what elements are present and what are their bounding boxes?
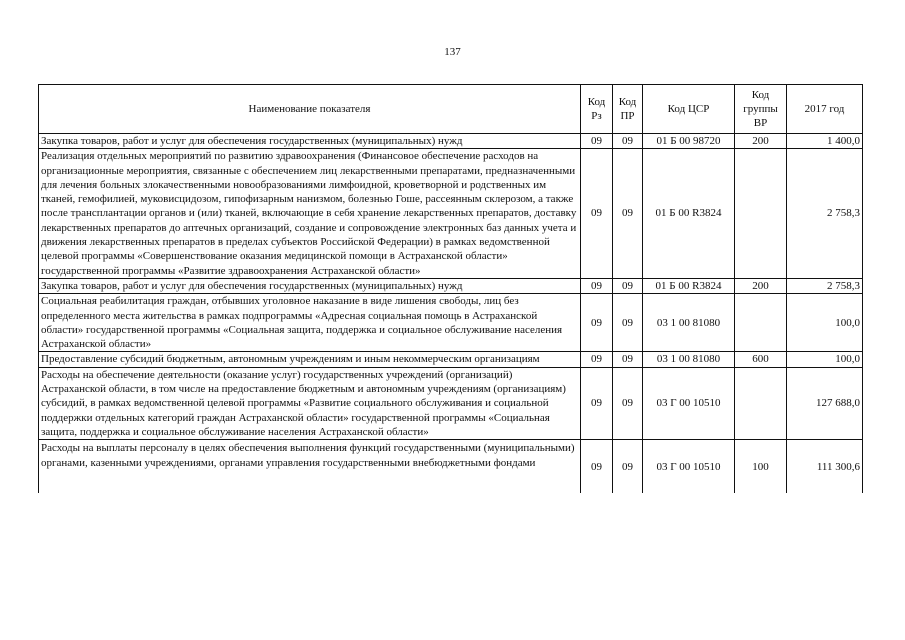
row-csr: 01 Б 00 98720 bbox=[643, 134, 735, 149]
table-row bbox=[39, 440, 863, 494]
row-name: Закупка товаров, работ и услуг для обеспечения государственных (муниципальных) нужд bbox=[39, 278, 581, 293]
row-pr: 09 bbox=[613, 367, 643, 439]
row-csr: 01 Б 00 R3824 bbox=[643, 149, 735, 279]
row-pr: 09 bbox=[613, 278, 643, 293]
row-name: Реализация отдельных мероприятий по развитию здравоохранения (Финансовое обеспечение расходов на организационные мероприятия, связанные с обеспечением лиц лекарственными препаратами, предназначенными для лечения больных злокачественными новообразованиями лимфоидной, кроветворной и родственных им тканей, гемофилией, муковисцидозом, гипофизарным нанизмом, болезнью Гоше, рассеянным склерозом, а также после трансплантации органов и (или) тканей, включающие в себя хранение лекарственных препаратов, доставку лекарственных препаратов до аптечных организаций, создание и сопровождение электронных баз данных учета и движения лекарственных препаратов в пределах субъектов Российской Федерации) в рамках ведомственной целевой программы «Совершенствование оказания медицинской помощи в Астраханской области» государственной программы «Развитие здравоохранения Астраханской области» bbox=[39, 149, 581, 279]
row-vr: 200 bbox=[735, 134, 787, 149]
row-rz: 09 bbox=[581, 278, 613, 293]
table-header-row bbox=[39, 85, 863, 134]
row-vr bbox=[735, 367, 787, 439]
table-row bbox=[39, 352, 863, 367]
row-csr: 03 Г 00 10510 bbox=[643, 440, 735, 494]
header-csr: Код ЦСР bbox=[643, 85, 735, 134]
table-row bbox=[39, 134, 863, 149]
row-pr: 09 bbox=[613, 352, 643, 367]
header-rz: Код Рз bbox=[581, 85, 613, 134]
row-name: Расходы на обеспечение деятельности (оказание услуг) государственных учреждений (организаций) Астраханской области, в том числе на предоставление бюджетным и автономным учреждениям (организациям) субсидий, в рамках ведомственной целевой программы «Развитие социального обслуживания и социальной поддержки отдельных категорий граждан Астраханской области» государственной программы «Социальная защита, поддержка и социальное обслуживание населения Астраханской области» bbox=[39, 367, 581, 439]
row-name: Закупка товаров, работ и услуг для обеспечения государственных (муниципальных) нужд bbox=[39, 134, 581, 149]
row-amount: 1 400,0 bbox=[787, 134, 863, 149]
row-csr: 03 Г 00 10510 bbox=[643, 367, 735, 439]
row-vr bbox=[735, 294, 787, 352]
row-amount: 127 688,0 bbox=[787, 367, 863, 439]
row-rz: 09 bbox=[581, 440, 613, 494]
header-name: Наименование показателя bbox=[39, 85, 581, 134]
table-row bbox=[39, 149, 863, 279]
row-pr: 09 bbox=[613, 294, 643, 352]
row-rz: 09 bbox=[581, 367, 613, 439]
row-amount: 2 758,3 bbox=[787, 149, 863, 279]
row-rz: 09 bbox=[581, 149, 613, 279]
header-year: 2017 год bbox=[787, 85, 863, 134]
row-name: Социальная реабилитация граждан, отбывших уголовное наказание в виде лишения свободы, лиц без определенного места жительства в рамках подпрограммы «Адресная социальная помощь в Астраханской области» государственной программы «Социальная защита, поддержка и социальное обслуживание населения Астраханской области» bbox=[39, 294, 581, 352]
row-vr: 100 bbox=[735, 440, 787, 494]
row-vr bbox=[735, 149, 787, 279]
row-amount: 111 300,6 bbox=[787, 440, 863, 494]
row-rz: 09 bbox=[581, 294, 613, 352]
header-vr: Код группы ВР bbox=[735, 85, 787, 134]
row-pr: 09 bbox=[613, 134, 643, 149]
row-amount: 2 758,3 bbox=[787, 278, 863, 293]
budget-table bbox=[38, 84, 863, 493]
row-rz: 09 bbox=[581, 352, 613, 367]
row-vr: 200 bbox=[735, 278, 787, 293]
row-vr: 600 bbox=[735, 352, 787, 367]
row-csr: 03 1 00 81080 bbox=[643, 294, 735, 352]
header-pr: Код ПР bbox=[613, 85, 643, 134]
row-pr: 09 bbox=[613, 440, 643, 494]
row-rz: 09 bbox=[581, 134, 613, 149]
row-name: Расходы на выплаты персоналу в целях обеспечения выполнения функций государственными (муниципальными) органами, казенными учреждениями, органами управления государственными внебюджетными фондами bbox=[39, 440, 581, 494]
table-row bbox=[39, 278, 863, 293]
row-csr: 01 Б 00 R3824 bbox=[643, 278, 735, 293]
row-amount: 100,0 bbox=[787, 294, 863, 352]
row-csr: 03 1 00 81080 bbox=[643, 352, 735, 367]
table-row bbox=[39, 294, 863, 352]
page-number: 137 bbox=[444, 46, 461, 58]
table-row bbox=[39, 367, 863, 439]
row-pr: 09 bbox=[613, 149, 643, 279]
row-name: Предоставление субсидий бюджетным, автономным учреждениям и иным некоммерческим организациям bbox=[39, 352, 581, 367]
row-amount: 100,0 bbox=[787, 352, 863, 367]
